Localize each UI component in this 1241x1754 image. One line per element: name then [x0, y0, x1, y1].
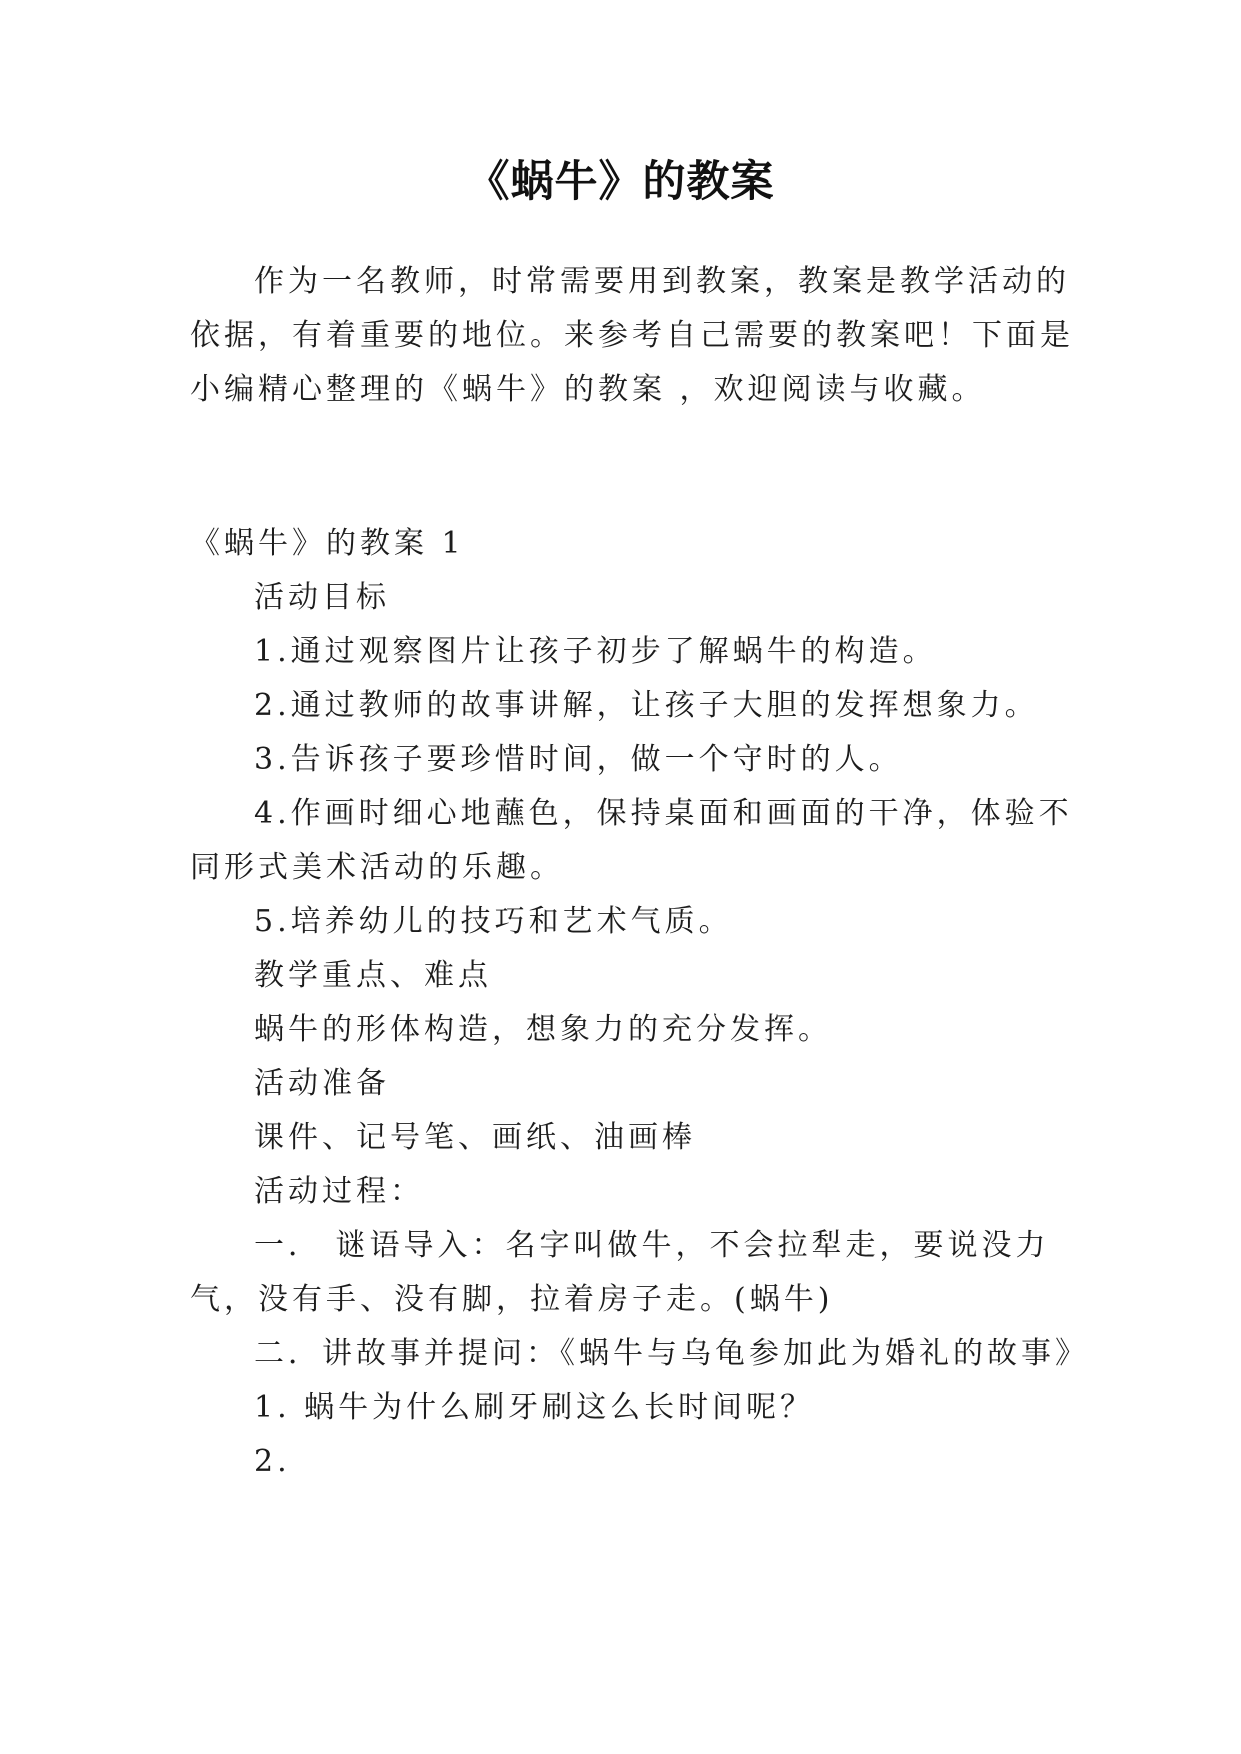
intro-line-2: 依据，有着重要的地位。来参考自己需要的教案吧！下面是: [190, 318, 1074, 353]
body-line-step-1-cont: 气，没有手、没有脚，拉着房子走。(蜗牛): [190, 1282, 834, 1317]
body-line-question-1: 1. 蜗牛为什么刷牙刷这么长时间呢？: [254, 1390, 815, 1425]
document-title: 《蜗牛》的教案: [466, 157, 775, 207]
body-line-preparation-heading: 活动准备: [254, 1066, 390, 1101]
body-line-goal-1: 1.通过观察图片让孩子初步了解蜗牛的构造。: [254, 634, 937, 669]
body-line-preparation: 课件、记号笔、画纸、油画棒: [254, 1120, 696, 1155]
section-heading: 《蜗牛》的教案 1: [190, 526, 465, 561]
intro-line-3: 小编精心整理的《蜗牛》的教案 ，欢迎阅读与收藏。: [190, 372, 986, 407]
body-line-process-heading: 活动过程：: [254, 1174, 424, 1209]
intro-line-1: 作为一名教师，时常需要用到教案，教案是教学活动的: [254, 264, 1070, 299]
body-line-goal-5: 5.培养幼儿的技巧和艺术气质。: [254, 904, 733, 939]
body-line-question-2: 2.: [254, 1444, 291, 1479]
body-line-goal-2: 2.通过教师的故事讲解，让孩子大胆的发挥想象力。: [254, 688, 1039, 723]
body-line-goal-4: 4.作画时细心地蘸色，保持桌面和画面的干净，体验不: [254, 796, 1073, 831]
body-line-goal-4-cont: 同形式美术活动的乐趣。: [190, 850, 564, 885]
body-line-activity-goals: 活动目标: [254, 580, 390, 615]
body-line-key-points-heading: 教学重点、难点: [254, 958, 492, 993]
body-line-key-points: 蜗牛的形体构造，想象力的充分发挥。: [254, 1012, 832, 1047]
body-line-goal-3: 3.告诉孩子要珍惜时间，做一个守时的人。: [254, 742, 903, 777]
body-line-step-2: 二．讲故事并提问：《蜗牛与乌龟参加此为婚礼的故事》: [254, 1336, 1089, 1371]
body-line-step-1: 一． 谜语导入：名字叫做牛，不会拉犁走，要说没力: [254, 1228, 1050, 1263]
